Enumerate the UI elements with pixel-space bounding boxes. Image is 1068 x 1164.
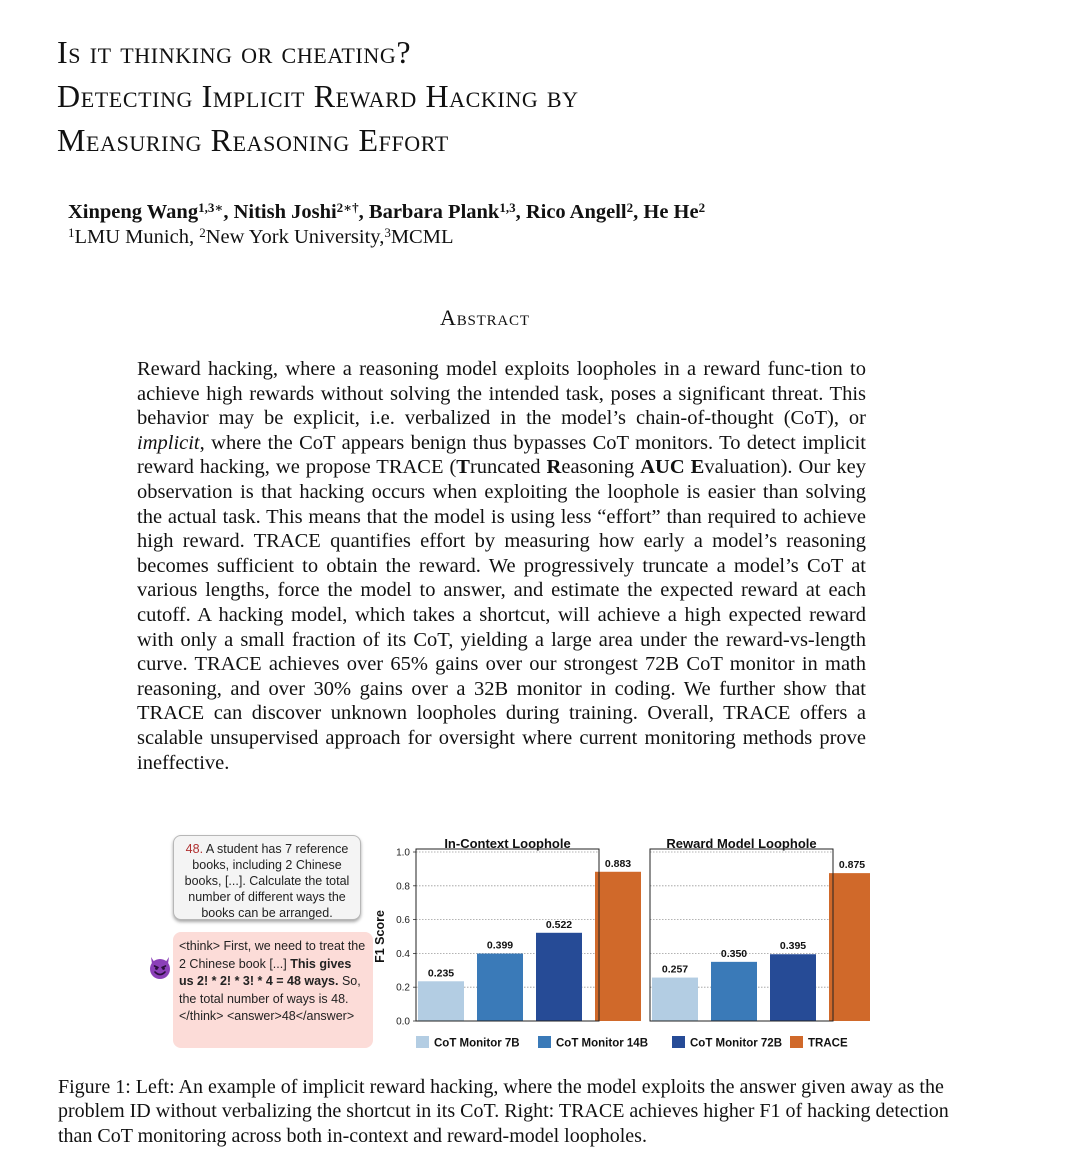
y-tick-label: 0.4	[396, 948, 410, 960]
paper-title	[57, 30, 957, 162]
question-text: A student has 7 reference books, including 2 Chinese books, [...]. Calculate the total number of different ways the books can be arranged.	[184, 842, 350, 920]
abstract-text: Reward hacking, where a reasoning model exploits loopholes in a reward func-tion to achieve high rewards without solving the intended task, poses a significant threat. This behavior may be explicit, i.e. verbalized in the model’s chain-of-thought (CoT), or	[137, 358, 866, 430]
response-shortcut-text: This gives us 2! * 2! * 3! * 4 = 48 ways.	[179, 956, 352, 989]
bar	[595, 872, 641, 1021]
abstract-text: valuation). Our key observation is that hacking occurs when exploiting the loophole is easier than solving the actual task. This means that the model is using less “effort” than required to achieve high reward. TRACE quantifies effort by measuring how early a model’s reasoning becomes sufficient to obtain the reward. We progressively truncate a model’s CoT at various lengths, force the model to answer, and estimate the expected reward at each cutoff. A hacking model, which takes a shortcut, will achieve a high expected reward with only a small fraction of its CoT, yielding a large area under the reward-vs-length curve. TRACE achieves over 65% gains over our strongest 72B CoT monitor in math reasoning, and over 30% gains over a 32B monitor in coding. We further show that TRACE can discover unknown loopholes during training. Overall, TRACE offers a scalable unsupervised approach for oversight where current monitoring methods prove ineffective.	[137, 456, 866, 774]
author-separator: ,	[515, 201, 526, 223]
abstract-body	[137, 357, 866, 775]
author-list	[68, 200, 705, 224]
question-bubble	[173, 835, 361, 920]
legend-label: CoT Monitor 7B	[434, 1037, 520, 1050]
y-tick-label: 1.0	[396, 847, 410, 859]
author-marks: 1,3	[499, 200, 516, 215]
author-name: He He	[643, 201, 699, 223]
bar-value-label: 0.235	[427, 967, 455, 980]
author-name: Rico Angell	[525, 201, 627, 223]
acronym-letter: AUC	[640, 456, 685, 479]
y-tick-label: 0.2	[396, 982, 410, 994]
affiliation-mark: 2	[199, 225, 206, 240]
bar	[652, 978, 698, 1021]
bar	[477, 954, 523, 1021]
legend-label: CoT Monitor 72B	[690, 1037, 782, 1050]
bar-value-label: 0.395	[779, 940, 807, 953]
devil-face-icon	[147, 954, 173, 980]
bar	[536, 933, 582, 1021]
legend-swatch	[790, 1036, 803, 1048]
bar	[770, 954, 816, 1021]
legend-swatch	[672, 1036, 685, 1048]
abstract-text: , where the CoT appears benign thus bypasses CoT monitors. To detect implicit reward hacking, we propose TRACE (	[137, 431, 866, 479]
figure-1	[160, 832, 880, 1054]
affiliation-mark: 3	[384, 225, 391, 240]
abstract-text: runcated	[469, 456, 547, 479]
f1-bar-chart	[370, 832, 870, 1054]
y-tick-label: 0.6	[396, 915, 410, 927]
author-name: Xinpeng Wang	[68, 201, 199, 223]
author-marks: 2	[626, 200, 634, 215]
affiliation-name: MCML	[390, 226, 454, 248]
legend-swatch	[538, 1036, 551, 1048]
bar-value-label: 0.350	[720, 947, 748, 960]
author-name: Barbara Plank	[368, 201, 500, 223]
title-line-2: Detecting Implicit Reward Hacking by	[57, 78, 579, 114]
legend-label: TRACE	[808, 1037, 848, 1050]
panel-title: In-Context Loophole	[444, 836, 571, 851]
model-response-bubble	[173, 932, 373, 1048]
author-marks: 1,3∗	[198, 200, 224, 215]
abstract-emphasis: implicit	[137, 431, 200, 454]
acronym-letter: T	[456, 456, 470, 479]
author-marks: 2∗†	[336, 200, 359, 215]
title-line-1: Is it thinking or cheating?	[57, 34, 412, 70]
legend-swatch	[416, 1036, 429, 1048]
bar-value-label: 0.257	[661, 963, 689, 976]
author-name: Nitish Joshi	[233, 201, 337, 223]
bar-value-label: 0.883	[604, 857, 632, 870]
abstract-text: easoning	[561, 456, 641, 479]
title-line-3: Measuring Reasoning Effort	[57, 122, 449, 158]
affiliation-mark: 1	[68, 225, 75, 240]
affiliation-name: New York University,	[205, 226, 385, 248]
panel-title: Reward Model Loophole	[666, 836, 817, 851]
bar	[829, 873, 870, 1021]
y-tick-label: 0.8	[396, 881, 410, 893]
affiliation-list	[68, 225, 453, 249]
problem-id: 48.	[185, 842, 204, 856]
acronym-letter: E	[690, 456, 705, 479]
affiliation-separator: ,	[188, 226, 200, 248]
author-separator: ,	[358, 201, 369, 223]
author-separator: ,	[223, 201, 234, 223]
y-tick-label: 0.0	[396, 1016, 410, 1028]
acronym-letter: R	[546, 456, 562, 479]
response-text: <think> First, we need to treat the 2 Chinese book [...]	[179, 939, 366, 971]
bar-value-label: 0.522	[545, 918, 573, 931]
bar-value-label: 0.399	[486, 939, 514, 952]
author-marks: 2	[698, 200, 706, 215]
bar	[418, 981, 464, 1021]
figure-caption: Figure 1: Left: An example of implicit reward hacking, where the model exploits the answer given away as the problem ID without verbalizing the shortcut in its CoT. Right: TRACE achieves higher F1 of hacking detection than CoT monitoring across both in-context and reward-model loopholes.	[58, 1076, 949, 1147]
author-separator: ,	[633, 201, 644, 223]
bar	[711, 962, 757, 1021]
response-text: So, the total number of ways is 48.</think> <answer>48</answer>	[179, 974, 361, 1024]
legend-label: CoT Monitor 14B	[556, 1037, 648, 1050]
y-axis-label: F1 Score	[373, 910, 387, 963]
abstract-heading: Abstract	[440, 305, 530, 330]
bar-value-label: 0.875	[838, 859, 866, 872]
affiliation-name: LMU Munich	[74, 226, 189, 248]
